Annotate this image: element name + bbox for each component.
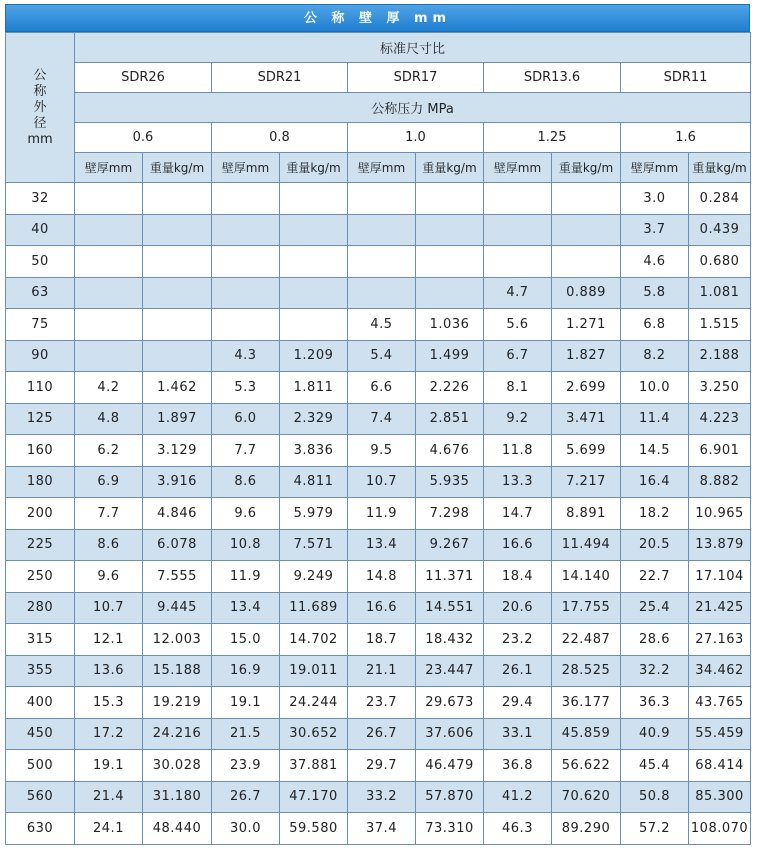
weight-cell: 1.462 [143, 372, 212, 404]
wall-thickness-cell: 4.6 [621, 246, 689, 278]
wall-thickness-cell: 11.4 [621, 403, 689, 435]
wall-thickness-cell: 18.2 [621, 498, 689, 530]
wall-thickness-cell: 15.3 [75, 687, 143, 719]
table-row [6, 309, 751, 341]
weight-cell: 6.078 [143, 529, 212, 561]
diameter-cell: 160 [6, 435, 75, 467]
weight-cell: 47.170 [280, 781, 348, 813]
wall-thickness-cell: 5.3 [212, 372, 280, 404]
wall-thickness-cell: 7.4 [348, 403, 416, 435]
weight-cell: 70.620 [552, 781, 621, 813]
sdr-ratio-header: 标准尺寸比 [75, 33, 751, 63]
wall-thickness-cell: 8.6 [75, 529, 143, 561]
wall-thickness-cell: 50.8 [621, 781, 689, 813]
wall-thickness-cell: 13.6 [75, 655, 143, 687]
wall-thickness-cell [75, 214, 143, 246]
wall-thickness-cell: 16.4 [621, 466, 689, 498]
wall-thickness-cell: 6.6 [348, 372, 416, 404]
wall-thickness-cell [75, 277, 143, 309]
table-row [6, 655, 751, 687]
weight-cell [416, 183, 484, 215]
weight-cell: 30.028 [143, 750, 212, 782]
table-row [6, 718, 751, 750]
weight-cell: 1.271 [552, 309, 621, 341]
weight-cell: 11.689 [280, 592, 348, 624]
weight-cell: 22.487 [552, 624, 621, 656]
weight-cell: 85.300 [689, 781, 751, 813]
wall-thickness-cell: 21.4 [75, 781, 143, 813]
weight-cell: 1.209 [280, 340, 348, 372]
wall-thickness-cell: 6.8 [621, 309, 689, 341]
wall-thickness-cell: 9.5 [348, 435, 416, 467]
wall-thickness-cell: 6.0 [212, 403, 280, 435]
weight-header: 重量kg/m [280, 153, 348, 183]
weight-cell: 3.250 [689, 372, 751, 404]
table-row [6, 183, 751, 215]
weight-cell: 11.371 [416, 561, 484, 593]
wall-thickness-cell: 20.5 [621, 529, 689, 561]
wall-thickness-cell: 4.8 [75, 403, 143, 435]
weight-cell: 89.290 [552, 813, 621, 845]
weight-cell: 0.889 [552, 277, 621, 309]
weight-cell: 17.104 [689, 561, 751, 593]
diameter-cell: 315 [6, 624, 75, 656]
weight-cell: 8.882 [689, 466, 751, 498]
weight-cell [416, 246, 484, 278]
wall-thickness-cell [484, 214, 552, 246]
wall-thickness-cell: 4.3 [212, 340, 280, 372]
weight-cell: 57.870 [416, 781, 484, 813]
weight-header: 重量kg/m [416, 153, 484, 183]
wall-thickness-cell [212, 277, 280, 309]
wall-thickness-cell [484, 183, 552, 215]
pressure-header: 公称压力 MPa [75, 93, 751, 123]
wall-thickness-cell: 9.6 [75, 561, 143, 593]
wall-thickness-header: 壁厚mm [484, 153, 552, 183]
weight-cell: 7.298 [416, 498, 484, 530]
wall-thickness-cell: 10.8 [212, 529, 280, 561]
weight-cell [552, 183, 621, 215]
wall-thickness-cell: 9.6 [212, 498, 280, 530]
weight-cell: 2.851 [416, 403, 484, 435]
weight-cell: 2.188 [689, 340, 751, 372]
wall-thickness-cell: 14.7 [484, 498, 552, 530]
weight-cell: 10.965 [689, 498, 751, 530]
wall-thickness-cell: 11.9 [348, 498, 416, 530]
weight-cell: 13.879 [689, 529, 751, 561]
weight-cell: 73.310 [416, 813, 484, 845]
weight-cell: 0.439 [689, 214, 751, 246]
table-title: 公 称 壁 厚 mm [5, 4, 750, 32]
wall-thickness-cell: 13.4 [348, 529, 416, 561]
weight-cell: 14.551 [416, 592, 484, 624]
wall-thickness-cell [212, 246, 280, 278]
wall-thickness-cell [212, 309, 280, 341]
weight-cell: 3.836 [280, 435, 348, 467]
weight-cell: 1.897 [143, 403, 212, 435]
wall-thickness-cell: 13.4 [212, 592, 280, 624]
pressure-value: 1.6 [621, 123, 751, 153]
weight-cell: 55.459 [689, 718, 751, 750]
weight-cell [280, 214, 348, 246]
wall-thickness-cell: 57.2 [621, 813, 689, 845]
weight-cell: 2.329 [280, 403, 348, 435]
diameter-header: 公 称 外 径 mm [6, 33, 75, 183]
wall-thickness-cell [348, 246, 416, 278]
wall-thickness-cell: 11.9 [212, 561, 280, 593]
wall-thickness-cell [212, 214, 280, 246]
weight-cell: 46.479 [416, 750, 484, 782]
wall-thickness-cell: 23.9 [212, 750, 280, 782]
wall-thickness-header: 壁厚mm [348, 153, 416, 183]
wall-thickness-cell: 18.4 [484, 561, 552, 593]
table-row [6, 813, 751, 845]
weight-cell: 0.284 [689, 183, 751, 215]
weight-cell: 5.979 [280, 498, 348, 530]
wall-thickness-cell [75, 340, 143, 372]
wall-thickness-cell: 11.8 [484, 435, 552, 467]
wall-thickness-cell: 5.8 [621, 277, 689, 309]
diameter-cell: 180 [6, 466, 75, 498]
weight-cell: 4.676 [416, 435, 484, 467]
weight-cell: 56.622 [552, 750, 621, 782]
wall-thickness-cell [348, 277, 416, 309]
wall-thickness-cell [75, 183, 143, 215]
weight-cell: 9.249 [280, 561, 348, 593]
wall-thickness-cell: 13.3 [484, 466, 552, 498]
weight-cell: 43.765 [689, 687, 751, 719]
wall-thickness-cell: 17.2 [75, 718, 143, 750]
weight-cell: 24.244 [280, 687, 348, 719]
wall-thickness-cell [75, 309, 143, 341]
table-row [6, 781, 751, 813]
wall-thickness-cell [484, 246, 552, 278]
weight-cell: 1.811 [280, 372, 348, 404]
table-row [6, 403, 751, 435]
sdr-column-header: SDR17 [348, 63, 484, 93]
weight-cell: 12.003 [143, 624, 212, 656]
wall-thickness-header: 壁厚mm [212, 153, 280, 183]
weight-cell: 29.673 [416, 687, 484, 719]
wall-thickness-cell: 10.7 [348, 466, 416, 498]
pipe-spec-table [5, 32, 751, 845]
weight-cell: 3.129 [143, 435, 212, 467]
diameter-cell: 630 [6, 813, 75, 845]
diameter-cell: 110 [6, 372, 75, 404]
wall-thickness-cell: 29.7 [348, 750, 416, 782]
wall-thickness-cell: 40.9 [621, 718, 689, 750]
weight-cell: 1.515 [689, 309, 751, 341]
diameter-cell: 355 [6, 655, 75, 687]
weight-cell: 4.811 [280, 466, 348, 498]
weight-cell: 9.445 [143, 592, 212, 624]
weight-cell: 37.606 [416, 718, 484, 750]
weight-cell: 7.555 [143, 561, 212, 593]
weight-cell: 27.163 [689, 624, 751, 656]
table-row [6, 435, 751, 467]
weight-cell: 1.499 [416, 340, 484, 372]
wall-thickness-cell: 7.7 [212, 435, 280, 467]
table-row [6, 372, 751, 404]
weight-cell [552, 214, 621, 246]
weight-cell: 15.188 [143, 655, 212, 687]
weight-cell: 7.571 [280, 529, 348, 561]
weight-cell: 28.525 [552, 655, 621, 687]
weight-cell: 18.432 [416, 624, 484, 656]
table-row [6, 561, 751, 593]
weight-cell: 4.846 [143, 498, 212, 530]
weight-cell [143, 340, 212, 372]
weight-cell: 48.440 [143, 813, 212, 845]
wall-thickness-cell: 36.8 [484, 750, 552, 782]
weight-cell: 5.935 [416, 466, 484, 498]
sdr-column-header: SDR26 [75, 63, 212, 93]
wall-thickness-cell: 20.6 [484, 592, 552, 624]
wall-thickness-cell: 9.2 [484, 403, 552, 435]
wall-thickness-cell: 7.7 [75, 498, 143, 530]
wall-thickness-cell: 26.7 [348, 718, 416, 750]
table-row [6, 214, 751, 246]
weight-cell: 11.494 [552, 529, 621, 561]
weight-cell: 2.226 [416, 372, 484, 404]
wall-thickness-cell: 24.1 [75, 813, 143, 845]
table-row [6, 529, 751, 561]
wall-thickness-cell: 36.3 [621, 687, 689, 719]
wall-thickness-cell [348, 214, 416, 246]
diameter-cell: 90 [6, 340, 75, 372]
weight-cell: 3.471 [552, 403, 621, 435]
table-row [6, 687, 751, 719]
pressure-value: 1.0 [348, 123, 484, 153]
table-row [6, 466, 751, 498]
pressure-value: 1.25 [484, 123, 621, 153]
wall-thickness-cell: 12.1 [75, 624, 143, 656]
wall-thickness-cell: 41.2 [484, 781, 552, 813]
wall-thickness-cell: 10.0 [621, 372, 689, 404]
diameter-cell: 40 [6, 214, 75, 246]
sdr-column-header: SDR11 [621, 63, 751, 93]
table-row [6, 624, 751, 656]
wall-thickness-cell: 33.2 [348, 781, 416, 813]
wall-thickness-cell: 32.2 [621, 655, 689, 687]
weight-cell: 7.217 [552, 466, 621, 498]
table-row [6, 592, 751, 624]
wall-thickness-header: 壁厚mm [621, 153, 689, 183]
diameter-cell: 75 [6, 309, 75, 341]
wall-thickness-cell: 15.0 [212, 624, 280, 656]
weight-cell [280, 246, 348, 278]
wall-thickness-cell: 5.6 [484, 309, 552, 341]
weight-cell [552, 246, 621, 278]
weight-cell: 108.070 [689, 813, 751, 845]
wall-thickness-cell: 21.1 [348, 655, 416, 687]
weight-cell: 6.901 [689, 435, 751, 467]
weight-cell: 14.702 [280, 624, 348, 656]
weight-cell: 1.827 [552, 340, 621, 372]
weight-cell: 14.140 [552, 561, 621, 593]
weight-cell [416, 277, 484, 309]
weight-cell: 68.414 [689, 750, 751, 782]
weight-cell: 19.011 [280, 655, 348, 687]
weight-cell [143, 183, 212, 215]
diameter-cell: 32 [6, 183, 75, 215]
diameter-cell: 450 [6, 718, 75, 750]
table-row [6, 498, 751, 530]
weight-cell: 37.881 [280, 750, 348, 782]
diameter-cell: 280 [6, 592, 75, 624]
wall-thickness-cell: 21.5 [212, 718, 280, 750]
diameter-cell: 560 [6, 781, 75, 813]
weight-cell: 2.699 [552, 372, 621, 404]
weight-cell: 17.755 [552, 592, 621, 624]
wall-thickness-cell: 29.4 [484, 687, 552, 719]
wall-thickness-cell: 23.2 [484, 624, 552, 656]
wall-thickness-cell: 22.7 [621, 561, 689, 593]
wall-thickness-cell: 19.1 [75, 750, 143, 782]
wall-thickness-cell [75, 246, 143, 278]
weight-cell: 3.916 [143, 466, 212, 498]
wall-thickness-cell: 3.7 [621, 214, 689, 246]
weight-cell: 30.652 [280, 718, 348, 750]
wall-thickness-cell [212, 183, 280, 215]
wall-thickness-cell: 8.6 [212, 466, 280, 498]
wall-thickness-cell: 25.4 [621, 592, 689, 624]
wall-thickness-cell: 5.4 [348, 340, 416, 372]
wall-thickness-cell: 3.0 [621, 183, 689, 215]
weight-cell: 36.177 [552, 687, 621, 719]
sdr-column-header: SDR13.6 [484, 63, 621, 93]
wall-thickness-cell: 26.1 [484, 655, 552, 687]
weight-cell [143, 214, 212, 246]
diameter-cell: 500 [6, 750, 75, 782]
weight-cell: 1.081 [689, 277, 751, 309]
diameter-cell: 250 [6, 561, 75, 593]
wall-thickness-cell: 28.6 [621, 624, 689, 656]
wall-thickness-cell: 23.7 [348, 687, 416, 719]
weight-cell: 24.216 [143, 718, 212, 750]
weight-cell [143, 309, 212, 341]
wall-thickness-cell: 6.9 [75, 466, 143, 498]
wall-thickness-cell: 45.4 [621, 750, 689, 782]
pipe-spec-table-wrapper [5, 4, 750, 845]
table-row [6, 246, 751, 278]
wall-thickness-cell: 8.1 [484, 372, 552, 404]
wall-thickness-cell: 14.8 [348, 561, 416, 593]
sdr-column-header: SDR21 [212, 63, 348, 93]
diameter-cell: 50 [6, 246, 75, 278]
weight-cell: 59.580 [280, 813, 348, 845]
weight-header: 重量kg/m [689, 153, 751, 183]
table-row [6, 340, 751, 372]
weight-cell [280, 277, 348, 309]
wall-thickness-cell: 16.9 [212, 655, 280, 687]
weight-cell: 23.447 [416, 655, 484, 687]
wall-thickness-cell: 8.2 [621, 340, 689, 372]
weight-cell: 9.267 [416, 529, 484, 561]
wall-thickness-cell: 18.7 [348, 624, 416, 656]
diameter-cell: 200 [6, 498, 75, 530]
wall-thickness-cell: 4.2 [75, 372, 143, 404]
diameter-cell: 225 [6, 529, 75, 561]
weight-cell [280, 183, 348, 215]
diameter-cell: 125 [6, 403, 75, 435]
weight-cell: 4.223 [689, 403, 751, 435]
weight-cell: 21.425 [689, 592, 751, 624]
weight-cell: 0.680 [689, 246, 751, 278]
wall-thickness-cell: 14.5 [621, 435, 689, 467]
wall-thickness-cell: 6.2 [75, 435, 143, 467]
weight-cell: 19.219 [143, 687, 212, 719]
wall-thickness-cell: 6.7 [484, 340, 552, 372]
wall-thickness-cell: 10.7 [75, 592, 143, 624]
wall-thickness-cell: 37.4 [348, 813, 416, 845]
wall-thickness-cell: 4.7 [484, 277, 552, 309]
weight-cell [416, 214, 484, 246]
wall-thickness-cell: 16.6 [348, 592, 416, 624]
wall-thickness-cell: 19.1 [212, 687, 280, 719]
weight-cell [280, 309, 348, 341]
diameter-cell: 63 [6, 277, 75, 309]
wall-thickness-cell [348, 183, 416, 215]
weight-header: 重量kg/m [143, 153, 212, 183]
weight-cell: 5.699 [552, 435, 621, 467]
wall-thickness-cell: 4.5 [348, 309, 416, 341]
weight-cell [143, 246, 212, 278]
wall-thickness-cell: 46.3 [484, 813, 552, 845]
table-row [6, 277, 751, 309]
wall-thickness-cell: 26.7 [212, 781, 280, 813]
wall-thickness-header: 壁厚mm [75, 153, 143, 183]
weight-cell [143, 277, 212, 309]
wall-thickness-cell: 30.0 [212, 813, 280, 845]
diameter-cell: 400 [6, 687, 75, 719]
wall-thickness-cell: 33.1 [484, 718, 552, 750]
weight-cell: 31.180 [143, 781, 212, 813]
table-row [6, 750, 751, 782]
wall-thickness-cell: 16.6 [484, 529, 552, 561]
weight-cell: 34.462 [689, 655, 751, 687]
pressure-value: 0.8 [212, 123, 348, 153]
pressure-value: 0.6 [75, 123, 212, 153]
weight-cell: 1.036 [416, 309, 484, 341]
weight-cell: 45.859 [552, 718, 621, 750]
weight-header: 重量kg/m [552, 153, 621, 183]
weight-cell: 8.891 [552, 498, 621, 530]
